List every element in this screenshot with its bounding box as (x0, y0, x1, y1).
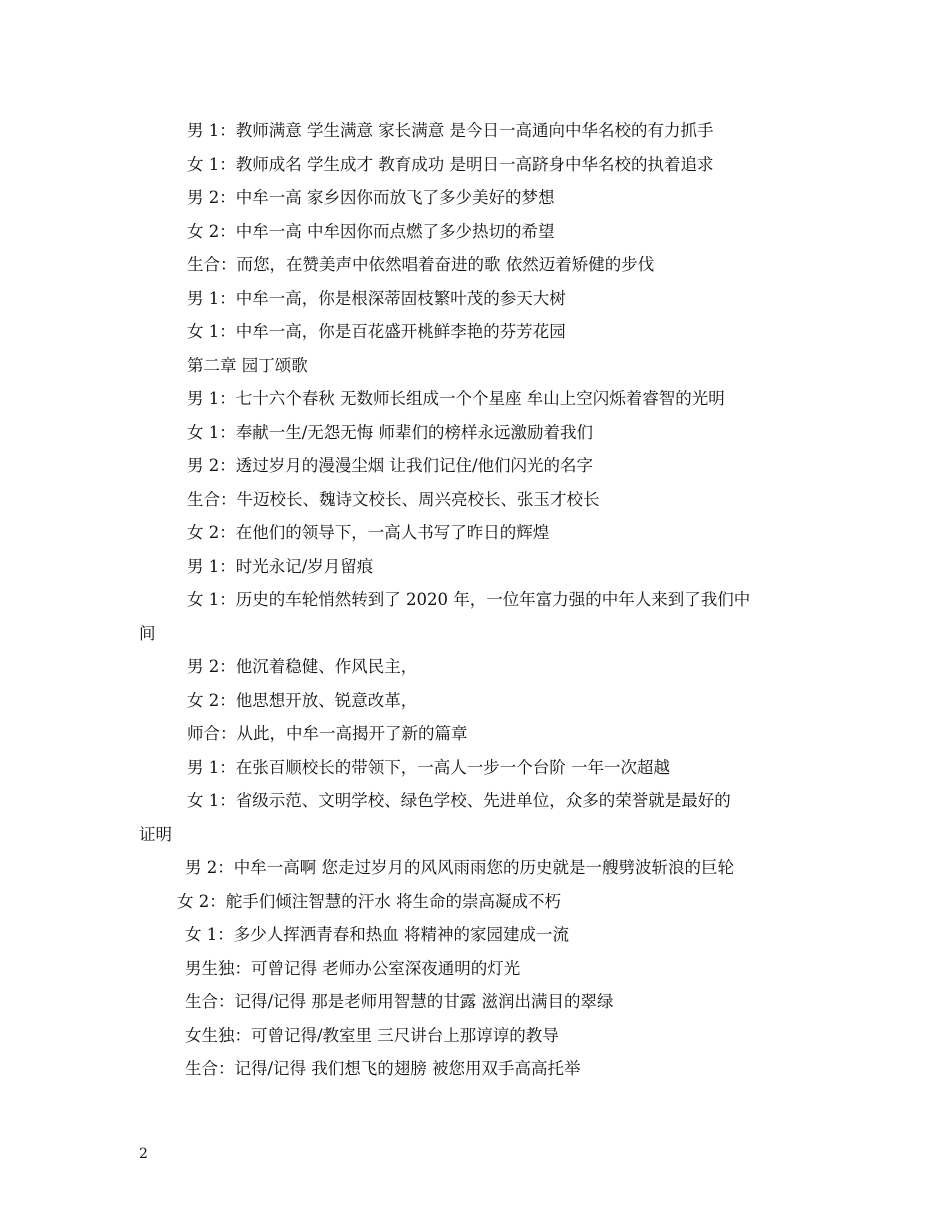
script-line: 男 1：七十六个春秋 无数师长组成一个个星座 牟山上空闪烁着睿智的光明 (187, 389, 725, 408)
script-line: 女 1：多少人挥洒青春和热血 将精神的家园建成一流 (185, 925, 569, 944)
script-line: 女 2：舵手们倾注智慧的汗水 将生命的崇高凝成不朽 (177, 891, 561, 911)
script-line: 男 2：透过岁月的漫漫尘烟 让我们记住/他们闪光的名字 (187, 456, 594, 475)
script-line: 男 1：教师满意 学生满意 家长满意 是今日一高通向中华名校的有力抓手 (187, 121, 714, 140)
script-line: 女 1：历史的车轮悄然转到了 2020 年，一位年富力强的中年人来到了我们中 (187, 590, 751, 609)
script-line: 女 1：奉献一生/无怨无悔 师辈们的榜样永远激励着我们 (187, 422, 594, 442)
script-text (139, 114, 819, 1086)
script-line-continuation: 证明 (139, 824, 172, 844)
script-line: 男 1：中牟一高，你是根深蒂固枝繁叶茂的参天大树 (187, 288, 566, 308)
script-line: 女 2：他思想开放、锐意改革， (187, 690, 418, 710)
script-line: 生合：而您，在赞美声中依然唱着奋进的歌 依然迈着矫健的步伐 (187, 255, 655, 274)
script-line: 女 2：中牟一高 中牟因你而点燃了多少热切的希望 (187, 221, 555, 241)
script-line: 男生独：可曾记得 老师办公室深夜通明的灯光 (185, 958, 521, 978)
script-line: 生合：记得/记得 我们想飞的翅膀 被您用双手高高托举 (185, 1059, 581, 1078)
script-line-continuation: 间 (139, 623, 156, 643)
script-line: 女生独：可曾记得/教室里 三尺讲台上那谆谆的教导 (185, 1025, 559, 1045)
script-line: 女 1：中牟一高，你是百花盛开桃鲜李艳的芬芳花园 (187, 322, 566, 341)
script-line: 男 2：中牟一高 家乡因你而放飞了多少美好的梦想 (187, 188, 555, 207)
script-line: 生合：牛迈校长、魏诗文校长、周兴亮校长、张玉才校长 (187, 489, 600, 509)
script-line: 男 2：他沉着稳健、作风民主， (187, 657, 418, 676)
chapter-heading: 第二章 园丁颂歌 (187, 355, 308, 375)
script-line: 男 1：时光永记/岁月留痕 (187, 556, 374, 576)
script-line: 男 2：中牟一高啊 您走过岁月的风风雨雨您的历史就是一艘劈波斩浪的巨轮 (185, 858, 734, 877)
script-line: 男 1：在张百顺校长的带领下，一高人一步一个台阶 一年一次超越 (187, 757, 670, 777)
script-line: 女 1：教师成名 学生成才 教育成功 是明日一高跻身中华名校的执着追求 (187, 154, 714, 174)
script-line: 女 1：省级示范、文明学校、绿色学校、先进单位，众多的荣誉就是最好的 (187, 791, 731, 810)
script-line: 生合：记得/记得 那是老师用智慧的甘露 滋润出满目的翠绿 (185, 992, 614, 1011)
script-line: 女 2：在他们的领导下，一高人书写了昨日的辉煌 (187, 523, 550, 542)
script-line: 师合：从此，中牟一高揭开了新的篇章 (187, 724, 468, 743)
page-number: 2 (139, 1146, 148, 1162)
